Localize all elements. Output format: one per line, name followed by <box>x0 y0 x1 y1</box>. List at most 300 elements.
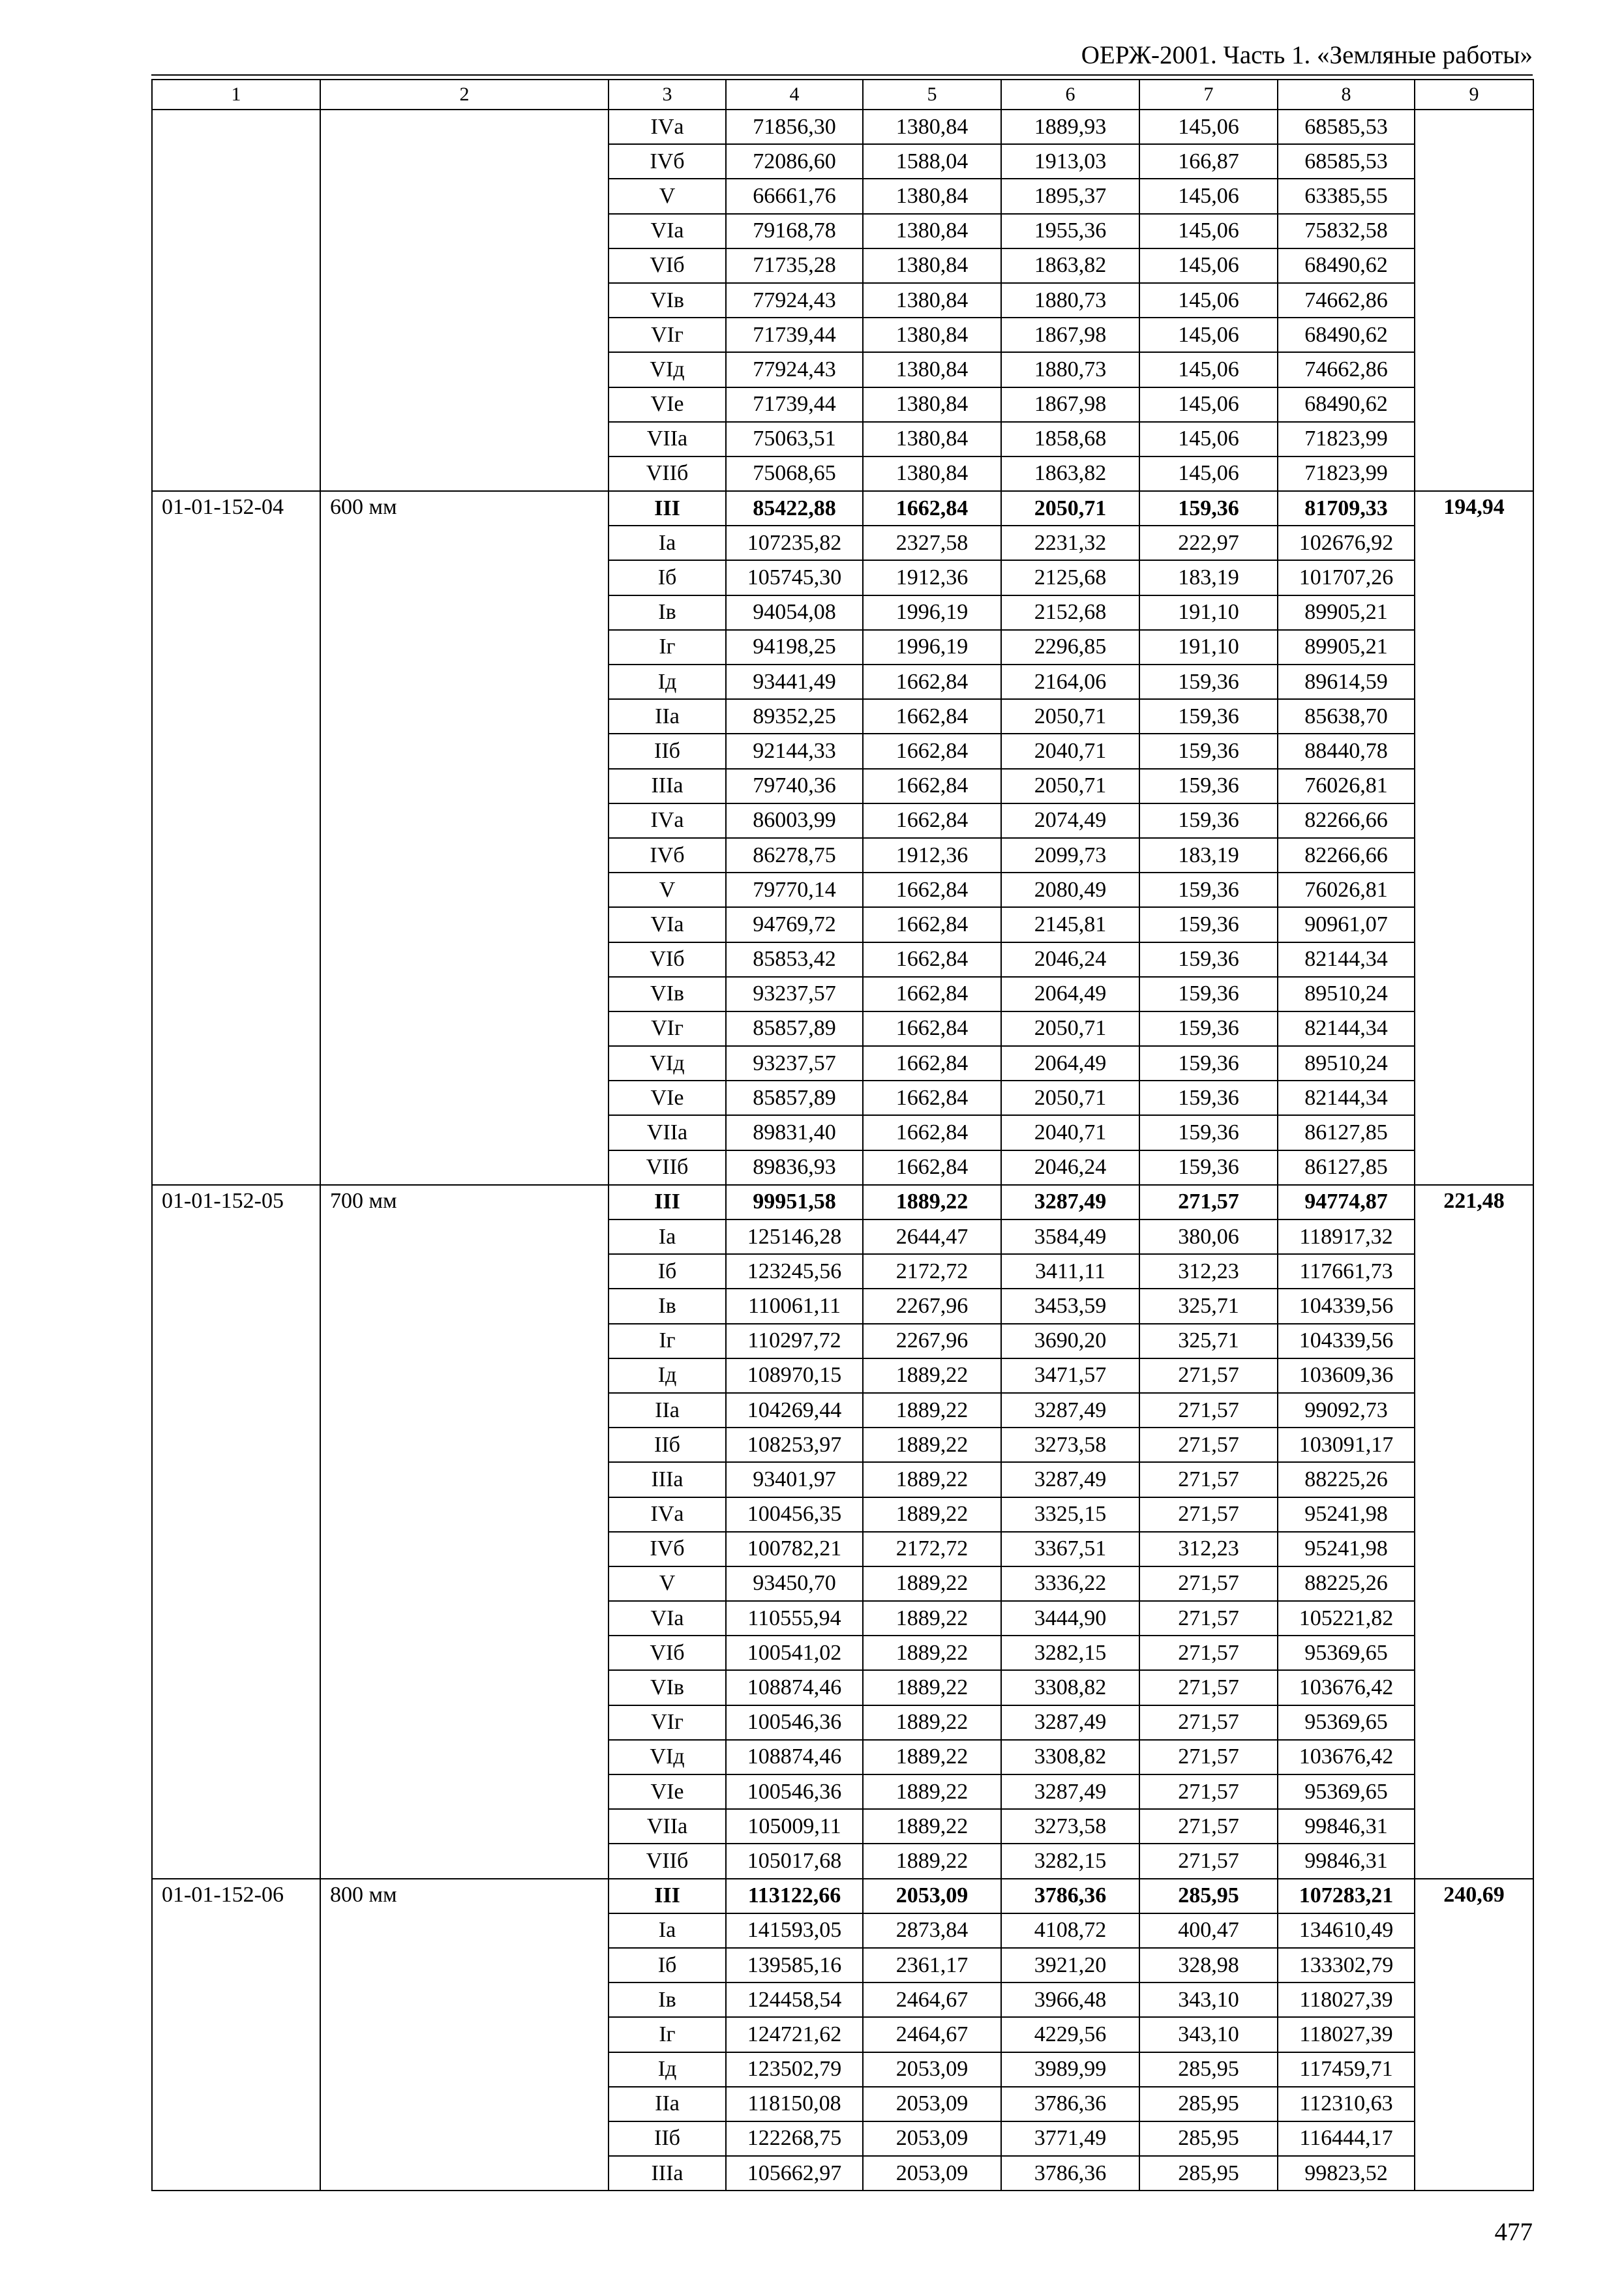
value-cell: 100541,02 <box>726 1636 863 1670</box>
region-cell: V <box>609 1566 726 1601</box>
value-cell: 1889,22 <box>863 1462 1001 1497</box>
value-cell: 90961,07 <box>1278 907 1415 942</box>
value-cell: 159,36 <box>1139 1081 1278 1115</box>
value-cell: 159,36 <box>1139 769 1278 803</box>
region-cell: Iд <box>609 665 726 699</box>
value-cell: 4229,56 <box>1001 2017 1139 2052</box>
value-cell: 3367,51 <box>1001 1532 1139 1566</box>
value-cell: 103676,42 <box>1278 1740 1415 1774</box>
value-cell: 105017,68 <box>726 1844 863 1878</box>
value-cell: 1662,84 <box>863 491 1001 526</box>
value-cell: 3325,15 <box>1001 1497 1139 1532</box>
value-cell: 76026,81 <box>1278 769 1415 803</box>
value-cell: 82144,34 <box>1278 942 1415 977</box>
value-cell: 89905,21 <box>1278 595 1415 630</box>
value-cell: 1380,84 <box>863 422 1001 456</box>
value-cell: 3287,49 <box>1001 1462 1139 1497</box>
labor-cost-cell <box>1415 110 1533 491</box>
value-cell: 82144,34 <box>1278 1011 1415 1046</box>
value-cell: 133302,79 <box>1278 1948 1415 1982</box>
value-cell: 139585,16 <box>726 1948 863 1982</box>
value-cell: 68585,53 <box>1278 110 1415 144</box>
region-cell: VIд <box>609 1046 726 1081</box>
value-cell: 3308,82 <box>1001 1670 1139 1705</box>
region-cell: III <box>609 491 726 526</box>
region-cell: IIб <box>609 734 726 768</box>
value-cell: 159,36 <box>1139 491 1278 526</box>
region-cell: IVа <box>609 110 726 144</box>
value-cell: 94769,72 <box>726 907 863 942</box>
value-cell: 86127,85 <box>1278 1150 1415 1185</box>
value-cell: 85853,42 <box>726 942 863 977</box>
value-cell: 1889,22 <box>863 1809 1001 1844</box>
value-cell: 3308,82 <box>1001 1740 1139 1774</box>
value-cell: 2074,49 <box>1001 803 1139 838</box>
value-cell: 183,19 <box>1139 560 1278 595</box>
value-cell: 159,36 <box>1139 1046 1278 1081</box>
value-cell: 2267,96 <box>863 1324 1001 1358</box>
labor-cost-cell: 194,94 <box>1415 491 1533 1185</box>
value-cell: 1662,84 <box>863 803 1001 838</box>
value-cell: 3273,58 <box>1001 1809 1139 1844</box>
value-cell: 1662,84 <box>863 734 1001 768</box>
value-cell: 2231,32 <box>1001 526 1139 560</box>
column-number-7: 7 <box>1139 80 1278 110</box>
value-cell: 1913,03 <box>1001 144 1139 179</box>
value-cell: 1889,22 <box>863 1428 1001 1462</box>
value-cell: 3287,49 <box>1001 1705 1139 1740</box>
value-cell: 271,57 <box>1139 1601 1278 1636</box>
region-cell: VIв <box>609 1670 726 1705</box>
value-cell: 2053,09 <box>863 1879 1001 1913</box>
value-cell: 103676,42 <box>1278 1670 1415 1705</box>
value-cell: 2053,09 <box>863 2087 1001 2121</box>
value-cell: 3336,22 <box>1001 1566 1139 1601</box>
value-cell: 118027,39 <box>1278 2017 1415 2052</box>
value-cell: 3786,36 <box>1001 1879 1139 1913</box>
value-cell: 2152,68 <box>1001 595 1139 630</box>
region-cell: Iб <box>609 1948 726 1982</box>
value-cell: 123502,79 <box>726 2052 863 2087</box>
value-cell: 92144,33 <box>726 734 863 768</box>
value-cell: 2267,96 <box>863 1289 1001 1323</box>
value-cell: 3989,99 <box>1001 2052 1139 2087</box>
value-cell: 100782,21 <box>726 1532 863 1566</box>
rate-code-cell: 01-01-152-05 <box>152 1185 320 1879</box>
labor-cost-cell: 221,48 <box>1415 1185 1533 1879</box>
value-cell: 95369,65 <box>1278 1636 1415 1670</box>
region-cell: Iв <box>609 595 726 630</box>
region-cell: VIв <box>609 977 726 1011</box>
value-cell: 108253,97 <box>726 1428 863 1462</box>
region-cell: VIа <box>609 214 726 248</box>
value-cell: 2050,71 <box>1001 1011 1139 1046</box>
value-cell: 3444,90 <box>1001 1601 1139 1636</box>
value-cell: 271,57 <box>1139 1428 1278 1462</box>
value-cell: 93401,97 <box>726 1462 863 1497</box>
value-cell: 110061,11 <box>726 1289 863 1323</box>
value-cell: 108874,46 <box>726 1740 863 1774</box>
value-cell: 110297,72 <box>726 1324 863 1358</box>
value-cell: 74662,86 <box>1278 352 1415 387</box>
region-cell: VIе <box>609 1081 726 1115</box>
value-cell: 105009,11 <box>726 1809 863 1844</box>
value-cell: 2040,71 <box>1001 1115 1139 1150</box>
value-cell: 85638,70 <box>1278 699 1415 734</box>
value-cell: 2050,71 <box>1001 1081 1139 1115</box>
value-cell: 2099,73 <box>1001 838 1139 873</box>
value-cell: 2327,58 <box>863 526 1001 560</box>
value-cell: 117661,73 <box>1278 1254 1415 1289</box>
region-cell: IIа <box>609 699 726 734</box>
page-number: 477 <box>1494 2218 1533 2246</box>
region-cell: IIIа <box>609 1462 726 1497</box>
value-cell: 85422,88 <box>726 491 863 526</box>
value-cell: 325,71 <box>1139 1324 1278 1358</box>
value-cell: 3411,11 <box>1001 1254 1139 1289</box>
value-cell: 75068,65 <box>726 456 863 491</box>
value-cell: 183,19 <box>1139 838 1278 873</box>
region-cell: Iв <box>609 1982 726 2017</box>
value-cell: 3273,58 <box>1001 1428 1139 1462</box>
region-cell: VIа <box>609 1601 726 1636</box>
region-cell: IIа <box>609 1393 726 1428</box>
region-cell: VIIб <box>609 1150 726 1185</box>
value-cell: 3786,36 <box>1001 2156 1139 2191</box>
region-cell: Iг <box>609 1324 726 1358</box>
table-row <box>152 110 1533 144</box>
value-cell: 68490,62 <box>1278 248 1415 283</box>
value-cell: 89836,93 <box>726 1150 863 1185</box>
value-cell: 68490,62 <box>1278 318 1415 352</box>
value-cell: 271,57 <box>1139 1636 1278 1670</box>
value-cell: 1889,22 <box>863 1497 1001 1532</box>
value-cell: 2361,17 <box>863 1948 1001 1982</box>
value-cell: 159,36 <box>1139 734 1278 768</box>
region-cell: VIд <box>609 1740 726 1774</box>
value-cell: 1662,84 <box>863 1115 1001 1150</box>
value-cell: 271,57 <box>1139 1566 1278 1601</box>
value-cell: 3966,48 <box>1001 1982 1139 2017</box>
value-cell: 1380,84 <box>863 318 1001 352</box>
value-cell: 271,57 <box>1139 1393 1278 1428</box>
value-cell: 312,23 <box>1139 1532 1278 1566</box>
value-cell: 104339,56 <box>1278 1324 1415 1358</box>
value-cell: 1889,22 <box>863 1393 1001 1428</box>
value-cell: 71856,30 <box>726 110 863 144</box>
region-cell: Iв <box>609 1289 726 1323</box>
value-cell: 222,97 <box>1139 526 1278 560</box>
value-cell: 1380,84 <box>863 248 1001 283</box>
value-cell: 400,47 <box>1139 1913 1278 1948</box>
value-cell: 71739,44 <box>726 318 863 352</box>
value-cell: 1662,84 <box>863 1011 1001 1046</box>
region-cell: VIIа <box>609 422 726 456</box>
value-cell: 107235,82 <box>726 526 863 560</box>
value-cell: 101707,26 <box>1278 560 1415 595</box>
value-cell: 93237,57 <box>726 977 863 1011</box>
value-cell: 191,10 <box>1139 630 1278 665</box>
value-cell: 104339,56 <box>1278 1289 1415 1323</box>
value-cell: 1955,36 <box>1001 214 1139 248</box>
value-cell: 1662,84 <box>863 907 1001 942</box>
region-cell: IIб <box>609 1428 726 1462</box>
value-cell: 2164,06 <box>1001 665 1139 699</box>
value-cell: 145,06 <box>1139 283 1278 318</box>
value-cell: 3287,49 <box>1001 1774 1139 1809</box>
value-cell: 105745,30 <box>726 560 863 595</box>
column-number-3: 3 <box>609 80 726 110</box>
value-cell: 2464,67 <box>863 2017 1001 2052</box>
rate-code-cell <box>152 110 320 491</box>
column-number-row <box>152 80 1533 110</box>
value-cell: 2046,24 <box>1001 1150 1139 1185</box>
value-cell: 3771,49 <box>1001 2121 1139 2156</box>
column-number-1: 1 <box>152 80 320 110</box>
table-row <box>152 491 1533 526</box>
value-cell: 123245,56 <box>726 1254 863 1289</box>
value-cell: 1996,19 <box>863 630 1001 665</box>
value-cell: 103091,17 <box>1278 1428 1415 1462</box>
value-cell: 1380,84 <box>863 456 1001 491</box>
value-cell: 271,57 <box>1139 1774 1278 1809</box>
value-cell: 285,95 <box>1139 2156 1278 2191</box>
rate-name-cell: 700 мм <box>320 1185 609 1879</box>
region-cell: III <box>609 1879 726 1913</box>
value-cell: 79740,36 <box>726 769 863 803</box>
value-cell: 3690,20 <box>1001 1324 1139 1358</box>
region-cell: VIIб <box>609 456 726 491</box>
value-cell: 93237,57 <box>726 1046 863 1081</box>
value-cell: 3287,49 <box>1001 1185 1139 1219</box>
value-cell: 328,98 <box>1139 1948 1278 1982</box>
value-cell: 93441,49 <box>726 665 863 699</box>
value-cell: 1588,04 <box>863 144 1001 179</box>
value-cell: 2046,24 <box>1001 942 1139 977</box>
value-cell: 145,06 <box>1139 214 1278 248</box>
value-cell: 145,06 <box>1139 110 1278 144</box>
region-cell: VIд <box>609 352 726 387</box>
value-cell: 1662,84 <box>863 1150 1001 1185</box>
page-header-title: ОЕРЖ-2001. Часть 1. «Земляные работы» <box>1081 41 1533 69</box>
rate-name-cell: 800 мм <box>320 1879 609 2191</box>
value-cell: 343,10 <box>1139 1982 1278 2017</box>
region-cell: IIIа <box>609 769 726 803</box>
rate-code-cell: 01-01-152-04 <box>152 491 320 1185</box>
value-cell: 66661,76 <box>726 179 863 213</box>
region-cell: III <box>609 1185 726 1219</box>
region-cell: VIв <box>609 283 726 318</box>
value-cell: 99846,31 <box>1278 1844 1415 1878</box>
region-cell: Iд <box>609 2052 726 2087</box>
value-cell: 343,10 <box>1139 2017 1278 2052</box>
value-cell: 94198,25 <box>726 630 863 665</box>
region-cell: Iа <box>609 526 726 560</box>
value-cell: 88225,26 <box>1278 1462 1415 1497</box>
value-cell: 145,06 <box>1139 387 1278 422</box>
region-cell: VIг <box>609 1705 726 1740</box>
value-cell: 159,36 <box>1139 907 1278 942</box>
value-cell: 1880,73 <box>1001 283 1139 318</box>
value-cell: 86003,99 <box>726 803 863 838</box>
value-cell: 68585,53 <box>1278 144 1415 179</box>
value-cell: 1889,22 <box>863 1844 1001 1878</box>
value-cell: 159,36 <box>1139 803 1278 838</box>
value-cell: 3453,59 <box>1001 1289 1139 1323</box>
table-row <box>152 1879 1533 1913</box>
region-cell: IVа <box>609 1497 726 1532</box>
value-cell: 88225,26 <box>1278 1566 1415 1601</box>
value-cell: 94054,08 <box>726 595 863 630</box>
value-cell: 1380,84 <box>863 214 1001 248</box>
value-cell: 166,87 <box>1139 144 1278 179</box>
value-cell: 2145,81 <box>1001 907 1139 942</box>
value-cell: 2172,72 <box>863 1254 1001 1289</box>
value-cell: 159,36 <box>1139 977 1278 1011</box>
value-cell: 271,57 <box>1139 1705 1278 1740</box>
value-cell: 2050,71 <box>1001 491 1139 526</box>
value-cell: 86278,75 <box>726 838 863 873</box>
value-cell: 1996,19 <box>863 595 1001 630</box>
region-cell: Iг <box>609 630 726 665</box>
value-cell: 159,36 <box>1139 873 1278 907</box>
column-number-5: 5 <box>863 80 1001 110</box>
value-cell: 271,57 <box>1139 1185 1278 1219</box>
value-cell: 93450,70 <box>726 1566 863 1601</box>
value-cell: 95369,65 <box>1278 1705 1415 1740</box>
value-cell: 1380,84 <box>863 110 1001 144</box>
region-cell: VIг <box>609 1011 726 1046</box>
value-cell: 1895,37 <box>1001 179 1139 213</box>
value-cell: 89352,25 <box>726 699 863 734</box>
value-cell: 141593,05 <box>726 1913 863 1948</box>
value-cell: 63385,55 <box>1278 179 1415 213</box>
value-cell: 113122,66 <box>726 1879 863 1913</box>
value-cell: 3584,49 <box>1001 1219 1139 1254</box>
value-cell: 124458,54 <box>726 1982 863 2017</box>
value-cell: 271,57 <box>1139 1358 1278 1393</box>
value-cell: 3287,49 <box>1001 1393 1139 1428</box>
value-cell: 89905,21 <box>1278 630 1415 665</box>
value-cell: 100546,36 <box>726 1705 863 1740</box>
value-cell: 1889,22 <box>863 1670 1001 1705</box>
region-cell: VIе <box>609 387 726 422</box>
value-cell: 2053,09 <box>863 2156 1001 2191</box>
value-cell: 1662,84 <box>863 699 1001 734</box>
value-cell: 2873,84 <box>863 1913 1001 1948</box>
value-cell: 271,57 <box>1139 1740 1278 1774</box>
value-cell: 103609,36 <box>1278 1358 1415 1393</box>
region-cell: Iг <box>609 2017 726 2052</box>
value-cell: 159,36 <box>1139 1115 1278 1150</box>
value-cell: 105662,97 <box>726 2156 863 2191</box>
value-cell: 1889,93 <box>1001 110 1139 144</box>
value-cell: 1880,73 <box>1001 352 1139 387</box>
value-cell: 1380,84 <box>863 179 1001 213</box>
value-cell: 1889,22 <box>863 1740 1001 1774</box>
value-cell: 99846,31 <box>1278 1809 1415 1844</box>
value-cell: 2053,09 <box>863 2052 1001 2087</box>
value-cell: 2172,72 <box>863 1532 1001 1566</box>
value-cell: 82144,34 <box>1278 1081 1415 1115</box>
value-cell: 2050,71 <box>1001 769 1139 803</box>
value-cell: 68490,62 <box>1278 387 1415 422</box>
region-cell: IVб <box>609 838 726 873</box>
region-cell: IIб <box>609 2121 726 2156</box>
region-cell: Iб <box>609 1254 726 1289</box>
value-cell: 2644,47 <box>863 1219 1001 1254</box>
value-cell: 1889,22 <box>863 1358 1001 1393</box>
column-number-9: 9 <box>1415 80 1533 110</box>
value-cell: 102676,92 <box>1278 526 1415 560</box>
value-cell: 72086,60 <box>726 144 863 179</box>
value-cell: 1858,68 <box>1001 422 1139 456</box>
value-cell: 1889,22 <box>863 1636 1001 1670</box>
value-cell: 1662,84 <box>863 942 1001 977</box>
value-cell: 122268,75 <box>726 2121 863 2156</box>
value-cell: 1889,22 <box>863 1705 1001 1740</box>
region-cell: VIб <box>609 942 726 977</box>
value-cell: 94774,87 <box>1278 1185 1415 1219</box>
value-cell: 77924,43 <box>726 283 863 318</box>
value-cell: 1863,82 <box>1001 456 1139 491</box>
value-cell: 2064,49 <box>1001 1046 1139 1081</box>
value-cell: 82266,66 <box>1278 838 1415 873</box>
value-cell: 104269,44 <box>726 1393 863 1428</box>
value-cell: 380,06 <box>1139 1219 1278 1254</box>
value-cell: 112310,63 <box>1278 2087 1415 2121</box>
value-cell: 118150,08 <box>726 2087 863 2121</box>
value-cell: 3921,20 <box>1001 1948 1139 1982</box>
table-row <box>152 1185 1533 1219</box>
region-cell: VIб <box>609 248 726 283</box>
region-cell: VIе <box>609 1774 726 1809</box>
value-cell: 3786,36 <box>1001 2087 1139 2121</box>
value-cell: 71823,99 <box>1278 456 1415 491</box>
value-cell: 285,95 <box>1139 2052 1278 2087</box>
value-cell: 77924,43 <box>726 352 863 387</box>
value-cell: 4108,72 <box>1001 1913 1139 1948</box>
column-number-8: 8 <box>1278 80 1415 110</box>
price-table <box>151 79 1534 2191</box>
value-cell: 75063,51 <box>726 422 863 456</box>
value-cell: 89614,59 <box>1278 665 1415 699</box>
value-cell: 1380,84 <box>863 283 1001 318</box>
table-body <box>152 80 1533 2191</box>
region-cell: IVа <box>609 803 726 838</box>
value-cell: 108874,46 <box>726 1670 863 1705</box>
value-cell: 2050,71 <box>1001 699 1139 734</box>
value-cell: 2080,49 <box>1001 873 1139 907</box>
value-cell: 71739,44 <box>726 387 863 422</box>
value-cell: 100456,35 <box>726 1497 863 1532</box>
region-cell: Iд <box>609 1358 726 1393</box>
value-cell: 145,06 <box>1139 179 1278 213</box>
region-cell: V <box>609 179 726 213</box>
value-cell: 2053,09 <box>863 2121 1001 2156</box>
value-cell: 2064,49 <box>1001 977 1139 1011</box>
column-number-6: 6 <box>1001 80 1139 110</box>
region-cell: V <box>609 873 726 907</box>
value-cell: 95369,65 <box>1278 1774 1415 1809</box>
value-cell: 125146,28 <box>726 1219 863 1254</box>
value-cell: 2125,68 <box>1001 560 1139 595</box>
value-cell: 95241,98 <box>1278 1532 1415 1566</box>
rate-name-cell: 600 мм <box>320 491 609 1185</box>
value-cell: 1662,84 <box>863 1081 1001 1115</box>
value-cell: 271,57 <box>1139 1462 1278 1497</box>
value-cell: 85857,89 <box>726 1011 863 1046</box>
